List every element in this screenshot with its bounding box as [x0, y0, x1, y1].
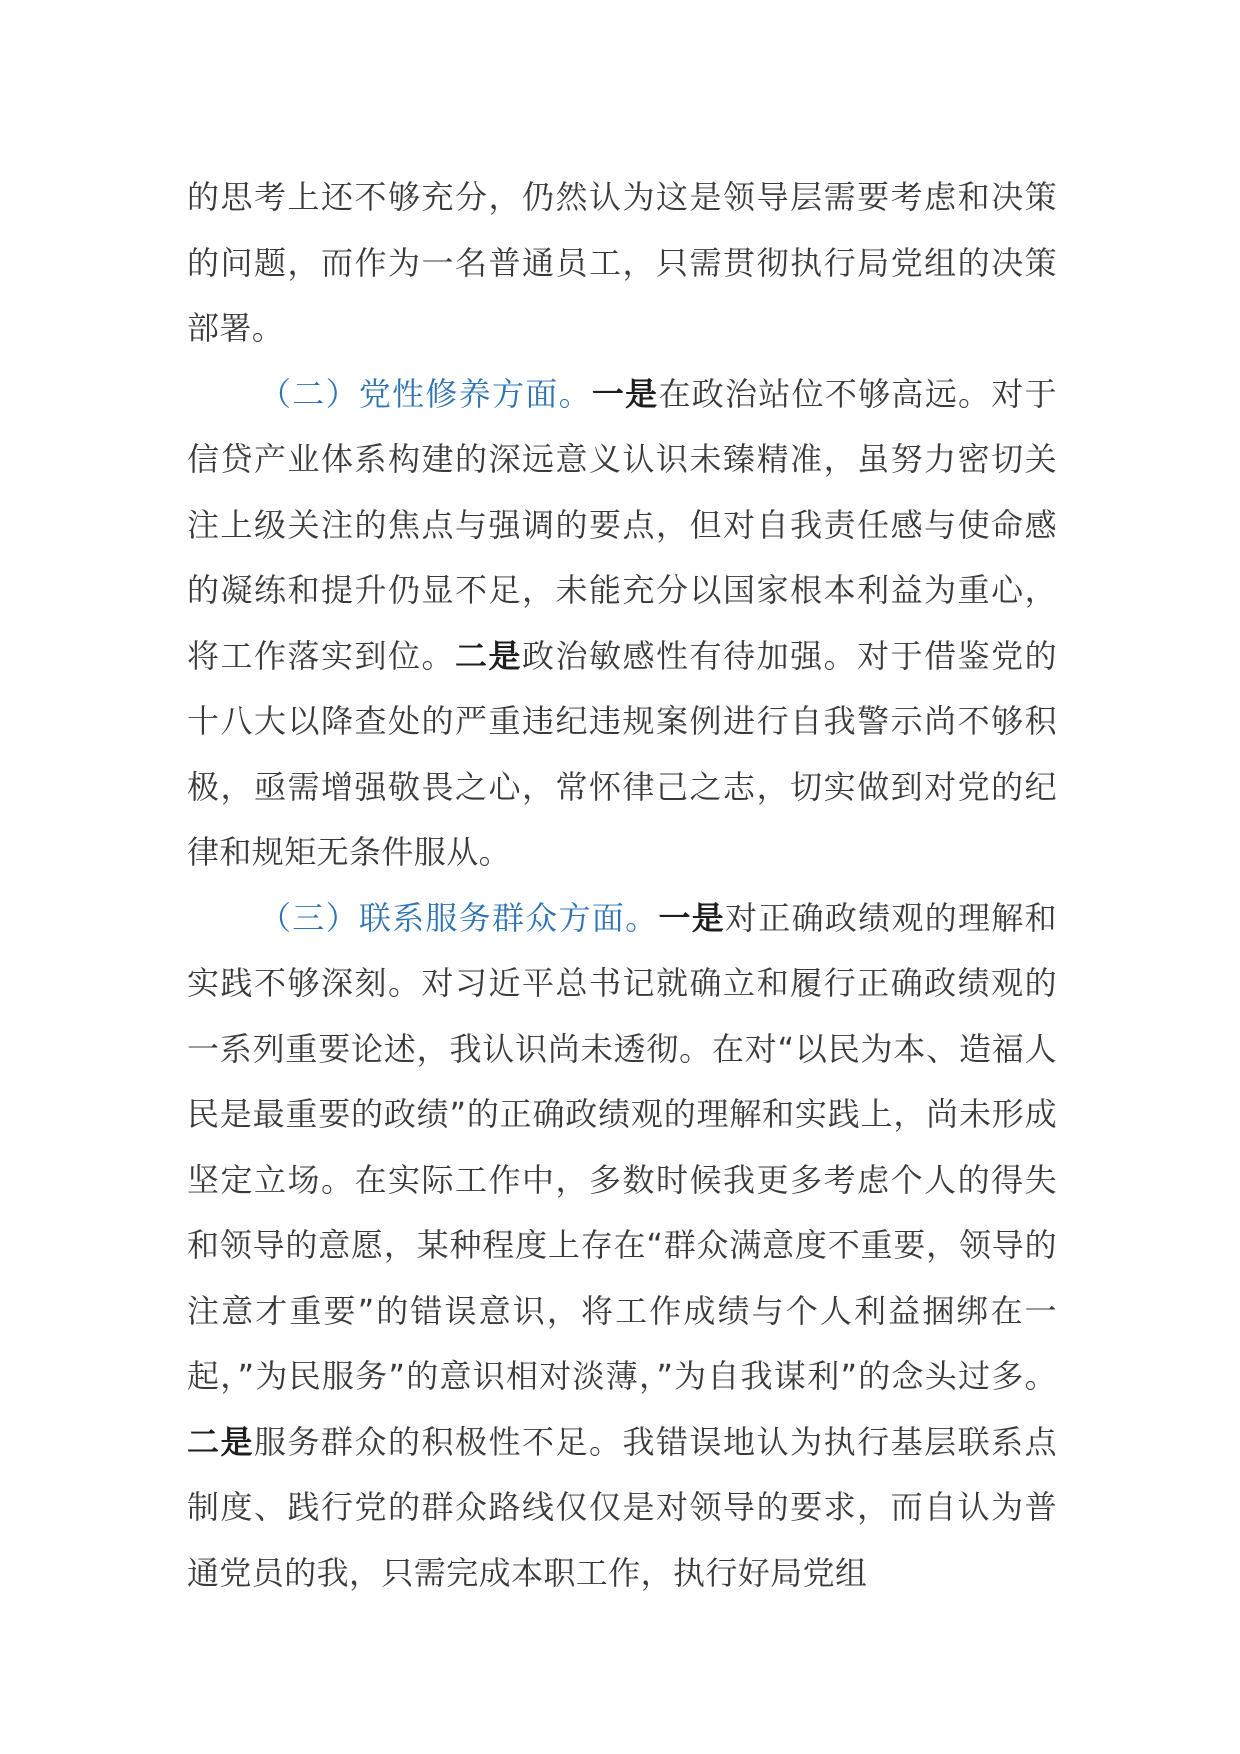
point-marker-second: 二是	[455, 636, 523, 675]
paragraph-text: 的思考上还不够充分，仍然认为这是领导层需要考虑和决策的问题，而作为一名普通员工，只需贯彻执行局党组的决策部署。	[187, 178, 1057, 347]
point-marker-first: 一是	[658, 898, 726, 937]
paragraph-continuation	[187, 165, 1057, 362]
point-marker-second: 二是	[187, 1422, 255, 1461]
point-text-first: 对正确政绩观的理解和实践不够深刻。对习近平总书记就确立和履行正确政绩观的一系列重要论述，我认识尚未透彻。在对“以民为本、造福人民是最重要的政绩”的正确政绩观的理解和实践上，尚未形成坚定立场。在实际工作中，多数时候我更多考虑个人的得失和领导的意愿，某种程度上存在“群众满意度不重要，领导的注意才重要”的错误意识，将工作成绩与个人利益捆绑在一起，”为民服务”的意识相对淡薄，”为自我谋利”的念头过多。	[187, 898, 1057, 1395]
point-text-second: 政治敏感性有待加强。对于借鉴党的十八大以降查处的严重违纪违规案例进行自我警示尚不够积极，亟需增强敬畏之心，常怀律己之志，切实做到对党的纪律和规矩无条件服从。	[187, 636, 1057, 871]
section-heading-serving-masses: （三）联系服务群众方面。	[259, 898, 659, 937]
document-body	[187, 165, 1057, 1606]
paragraph-serving-masses	[187, 886, 1057, 1607]
section-heading-party-cultivation: （二）党性修养方面。	[259, 374, 592, 413]
point-marker-first: 一是	[591, 374, 659, 413]
paragraph-party-cultivation	[187, 362, 1057, 886]
point-text-first: 在政治站位不够高远。对于信贷产业体系构建的深远意义认识未臻精准，虽努力密切关注上级关注的焦点与强调的要点，但对自我责任感与使命感的凝练和提升仍显不足，未能充分以国家根本利益为重心，将工作落实到位。	[187, 374, 1057, 675]
point-text-second: 服务群众的积极性不足。我错误地认为执行基层联系点制度、践行党的群众路线仅仅是对领导的要求，而自认为普通党员的我，只需完成本职工作，执行好局党组	[187, 1422, 1057, 1592]
